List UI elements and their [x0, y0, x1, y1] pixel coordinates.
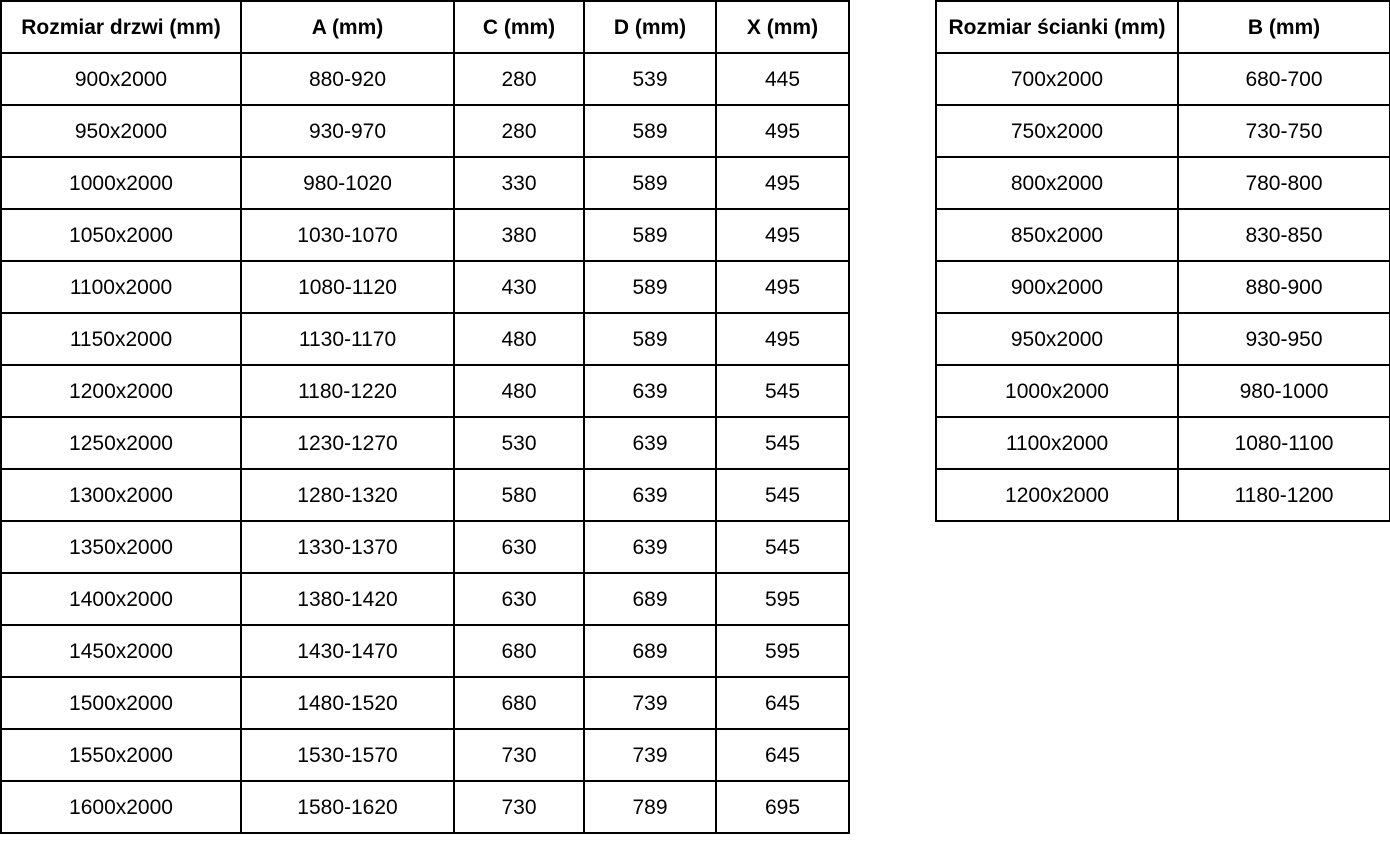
table-cell: 1100x2000 [1, 261, 241, 313]
table-cell: 480 [454, 365, 584, 417]
column-header: X (mm) [716, 1, 849, 53]
table-cell: 495 [716, 157, 849, 209]
table-cell: 589 [584, 157, 716, 209]
table-cell: 1300x2000 [1, 469, 241, 521]
table-cell: 1450x2000 [1, 625, 241, 677]
table-cell: 545 [716, 365, 849, 417]
table-row [1, 313, 849, 365]
table-row [936, 313, 1390, 365]
table-row [1, 625, 849, 677]
table-cell: 1000x2000 [936, 365, 1178, 417]
table-cell: 589 [584, 105, 716, 157]
table-cell: 1250x2000 [1, 417, 241, 469]
table-cell: 1280-1320 [241, 469, 454, 521]
table-cell: 1480-1520 [241, 677, 454, 729]
table-row [1, 417, 849, 469]
table-cell: 1030-1070 [241, 209, 454, 261]
table-row [1, 261, 849, 313]
table-cell: 545 [716, 469, 849, 521]
table-cell: 1600x2000 [1, 781, 241, 833]
table-cell: 930-950 [1178, 313, 1390, 365]
table-row [1, 157, 849, 209]
wall-panel-size-table [935, 0, 1390, 522]
table-cell: 1350x2000 [1, 521, 241, 573]
table-cell: 780-800 [1178, 157, 1390, 209]
table-cell: 495 [716, 209, 849, 261]
table-cell: 589 [584, 209, 716, 261]
table-cell: 930-970 [241, 105, 454, 157]
header-row [936, 1, 1390, 53]
table-cell: 495 [716, 261, 849, 313]
table-cell: 380 [454, 209, 584, 261]
table-cell: 589 [584, 261, 716, 313]
table-cell: 530 [454, 417, 584, 469]
table-cell: 589 [584, 313, 716, 365]
table-row [1, 729, 849, 781]
table-cell: 850x2000 [936, 209, 1178, 261]
table-cell: 1400x2000 [1, 573, 241, 625]
table-row [936, 417, 1390, 469]
table-row [1, 365, 849, 417]
table-cell: 689 [584, 625, 716, 677]
table-cell: 1550x2000 [1, 729, 241, 781]
table-cell: 595 [716, 573, 849, 625]
table-cell: 680-700 [1178, 53, 1390, 105]
table-row [1, 53, 849, 105]
table-cell: 1500x2000 [1, 677, 241, 729]
table-cell: 1200x2000 [936, 469, 1178, 521]
table-row [1, 209, 849, 261]
table-cell: 950x2000 [1, 105, 241, 157]
table-row [1, 521, 849, 573]
table-cell: 630 [454, 521, 584, 573]
table-cell: 739 [584, 677, 716, 729]
table-cell: 980-1000 [1178, 365, 1390, 417]
table-cell: 495 [716, 105, 849, 157]
table-cell: 900x2000 [1, 53, 241, 105]
table-cell: 545 [716, 521, 849, 573]
table-row [936, 53, 1390, 105]
table-cell: 639 [584, 417, 716, 469]
table-cell: 750x2000 [936, 105, 1178, 157]
table-cell: 1180-1200 [1178, 469, 1390, 521]
table-cell: 689 [584, 573, 716, 625]
table-cell: 730 [454, 781, 584, 833]
column-header: B (mm) [1178, 1, 1390, 53]
table-cell: 1430-1470 [241, 625, 454, 677]
table-cell: 1530-1570 [241, 729, 454, 781]
table-cell: 880-900 [1178, 261, 1390, 313]
table-row [1, 781, 849, 833]
table-cell: 645 [716, 729, 849, 781]
column-header: Rozmiar ścianki (mm) [936, 1, 1178, 53]
column-header: A (mm) [241, 1, 454, 53]
table-row [1, 469, 849, 521]
table-row [936, 157, 1390, 209]
table-cell: 495 [716, 313, 849, 365]
table-cell: 1230-1270 [241, 417, 454, 469]
table-cell: 700x2000 [936, 53, 1178, 105]
table-row [936, 105, 1390, 157]
table-cell: 1080-1120 [241, 261, 454, 313]
table-cell: 1130-1170 [241, 313, 454, 365]
table-cell: 900x2000 [936, 261, 1178, 313]
table-cell: 330 [454, 157, 584, 209]
table-cell: 639 [584, 521, 716, 573]
table-cell: 980-1020 [241, 157, 454, 209]
table-cell: 1180-1220 [241, 365, 454, 417]
table-cell: 480 [454, 313, 584, 365]
header-row [1, 1, 849, 53]
table-cell: 580 [454, 469, 584, 521]
table-cell: 595 [716, 625, 849, 677]
column-header: Rozmiar drzwi (mm) [1, 1, 241, 53]
table-cell: 739 [584, 729, 716, 781]
table-cell: 645 [716, 677, 849, 729]
column-header: C (mm) [454, 1, 584, 53]
table-cell: 730 [454, 729, 584, 781]
table-cell: 1080-1100 [1178, 417, 1390, 469]
table-row [936, 209, 1390, 261]
table-cell: 639 [584, 365, 716, 417]
table-row [1, 677, 849, 729]
table-cell: 1200x2000 [1, 365, 241, 417]
table-cell: 950x2000 [936, 313, 1178, 365]
table-cell: 880-920 [241, 53, 454, 105]
table-cell: 680 [454, 677, 584, 729]
table-cell: 545 [716, 417, 849, 469]
table-cell: 1150x2000 [1, 313, 241, 365]
table-cell: 539 [584, 53, 716, 105]
table-cell: 695 [716, 781, 849, 833]
table-cell: 630 [454, 573, 584, 625]
table-row [936, 261, 1390, 313]
table-cell: 1380-1420 [241, 573, 454, 625]
table-cell: 1000x2000 [1, 157, 241, 209]
table-cell: 789 [584, 781, 716, 833]
table-cell: 1100x2000 [936, 417, 1178, 469]
table-row [1, 105, 849, 157]
table-cell: 830-850 [1178, 209, 1390, 261]
table-cell: 680 [454, 625, 584, 677]
table-cell: 1050x2000 [1, 209, 241, 261]
table-cell: 730-750 [1178, 105, 1390, 157]
table-row [1, 573, 849, 625]
table-cell: 1580-1620 [241, 781, 454, 833]
table-cell: 639 [584, 469, 716, 521]
table-cell: 430 [454, 261, 584, 313]
table-row [936, 469, 1390, 521]
column-header: D (mm) [584, 1, 716, 53]
table-cell: 1330-1370 [241, 521, 454, 573]
table-cell: 800x2000 [936, 157, 1178, 209]
table-cell: 445 [716, 53, 849, 105]
table-cell: 280 [454, 105, 584, 157]
table-cell: 280 [454, 53, 584, 105]
table-row [936, 365, 1390, 417]
